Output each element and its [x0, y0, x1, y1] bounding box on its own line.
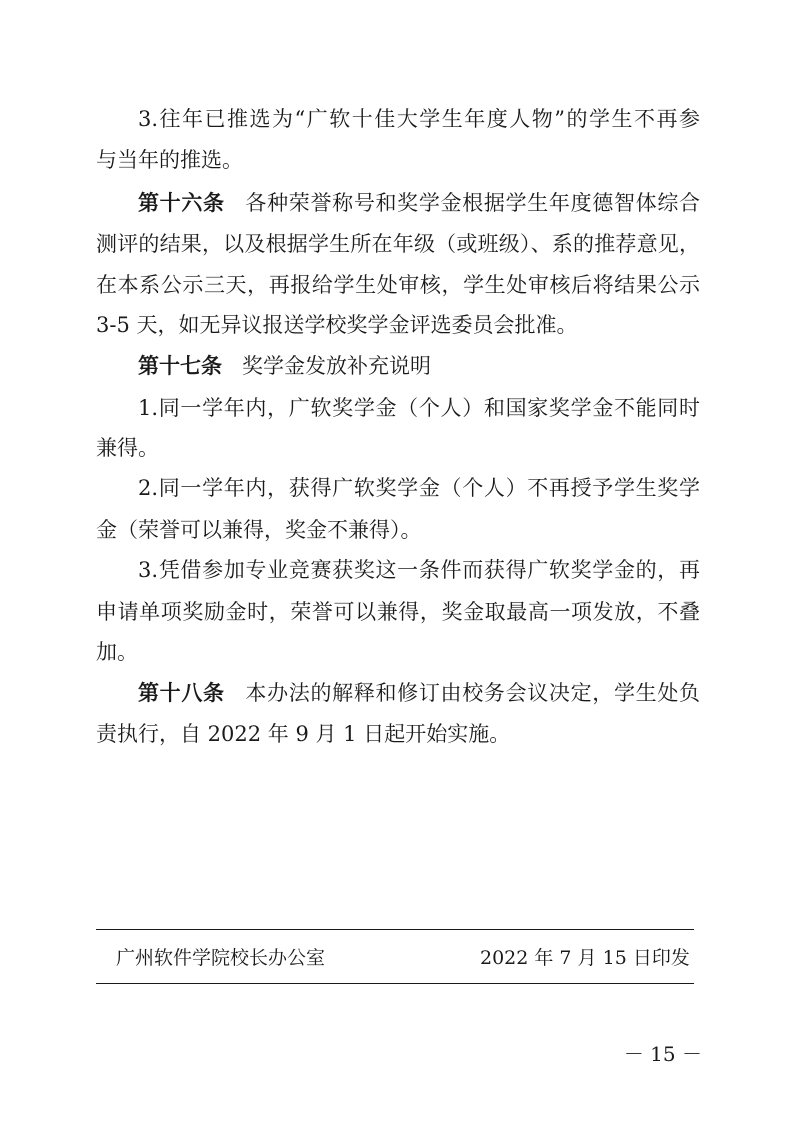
- paragraph-text: 各种荣誉称号和奖学金根据学生年度德智体综合: [244, 191, 701, 215]
- paragraph-line: 1.同一学年内，广软奖学金（个人）和国家奖学金不能同时: [138, 396, 700, 420]
- issue-date: 2022 年 7 月 15 日印发: [480, 947, 690, 969]
- paragraph-line: 3-5 天，如无异议报送学校奖学金评选委员会批准。: [96, 313, 578, 337]
- paragraph-line: 加。: [96, 640, 138, 664]
- paragraph-line: 3.凭借参加专业竞赛获奖这一条件而获得广软奖学金的，再: [138, 558, 700, 582]
- paragraph-text: 本办法的解释和修订由校务会议决定，学生处负: [244, 681, 701, 705]
- footer-top-rule: [96, 929, 694, 930]
- footer-bottom-rule: [96, 983, 694, 984]
- paragraph-line: 兼得。: [96, 436, 159, 460]
- paragraph-line: 申请单项奖励金时，荣誉可以兼得，奖金取最高一项发放，不叠: [96, 600, 700, 624]
- paragraph-line: 3.往年已推选为“广软十佳大学生年度人物”的学生不再参: [138, 107, 700, 131]
- issuer-office: 广州软件学院校长办公室: [116, 947, 326, 969]
- paragraph-line: 金（荣誉可以兼得，奖金不兼得）。: [96, 518, 422, 542]
- article-heading: 第十八条: [138, 680, 225, 705]
- article-17-first-line: [138, 348, 700, 384]
- paragraph-line: 责执行，自 2022 年 9 月 1 日起开始实施。: [96, 722, 511, 746]
- page-number: － 15 －: [623, 1042, 702, 1066]
- paragraph-line: 2.同一学年内，获得广软奖学金（个人）不再授予学生奖学: [138, 476, 700, 500]
- article-18-first-line: [138, 675, 700, 711]
- paragraph-line: 与当年的推选。: [96, 148, 243, 172]
- paragraph-line: 测评的结果，以及根据学生所在年级（或班级）、系的推荐意见，: [96, 232, 700, 256]
- article-heading: 第十七条: [138, 353, 222, 378]
- article-heading: 第十六条: [138, 190, 225, 215]
- paragraph-line: 在本系公示三天，再报给学生处审核，学生处审核后将结果公示: [96, 273, 700, 297]
- article-16-first-line: [138, 185, 700, 221]
- paragraph-text: 奖学金发放补充说明: [242, 354, 431, 378]
